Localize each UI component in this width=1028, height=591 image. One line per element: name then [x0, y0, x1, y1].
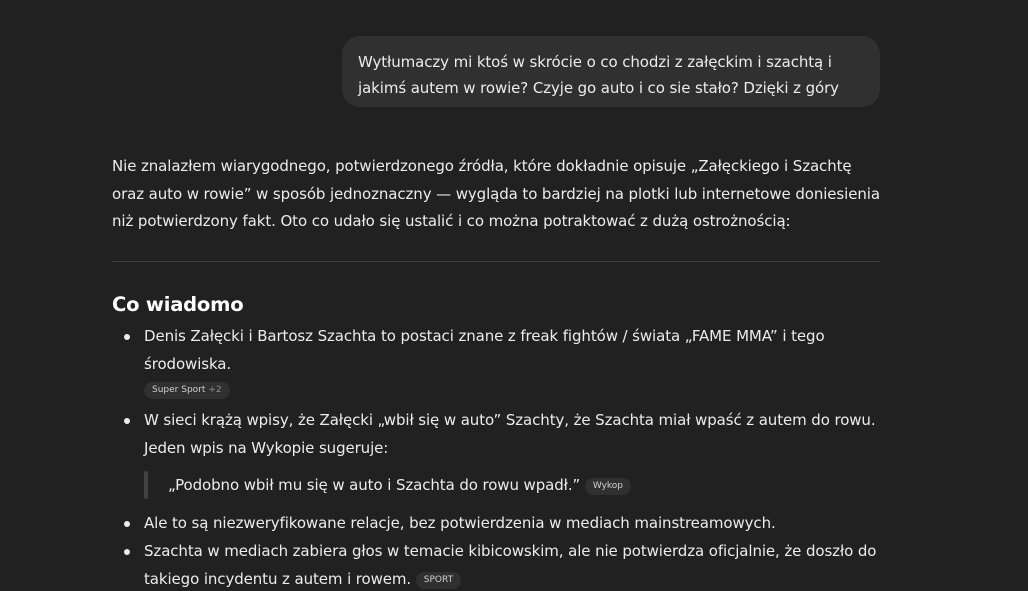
blockquote-text: „Podobno wbił mu się w auto i Szachta do rowu wpadł.”	[168, 475, 581, 494]
source-chip-more-count: +2	[208, 384, 222, 395]
section-divider	[112, 261, 880, 262]
source-citation-chip[interactable]: Wykop	[585, 478, 631, 495]
list-item	[112, 406, 882, 499]
user-message-text: Wytłumaczy mi ktoś w skrócie o co chodzi z załęckim i szachtą i jakimś autem w rowie? Czyje go auto i co sie stało? Dzięki z góry	[358, 53, 839, 97]
source-citation-chip[interactable]	[144, 382, 230, 399]
bullet-dot	[124, 521, 130, 527]
list-item	[112, 509, 882, 537]
blockquote	[144, 471, 882, 499]
bullet-list	[112, 322, 882, 591]
list-item-text: Szachta w mediach zabiera głos w temacie kibicowskim, ale nie potwierdza oficjalnie, że doszło do takiego incydentu z autem i rowem.	[144, 541, 877, 588]
bullet-dot	[124, 334, 130, 340]
source-citation-chip[interactable]: SPORT	[416, 572, 461, 589]
list-item-text: W sieci krążą wpisy, że Załęcki „wbił się w auto” Szachty, że Szachta miał wpaść z autem do rowu. Jeden wpis na Wykopie sugeruje:	[144, 410, 876, 457]
assistant-intro-paragraph: Nie znalazłem wiarygodnego, potwierdzonego źródła, które dokładnie opisuje „Załęckiego i Szachtę oraz auto w rowie” w sposób jednoznaczny — wygląda to bardziej na plotki lub internetowe doniesienia niż potwierdzony fakt. Oto co udało się ustalić i co można potraktować z dużą ostrożnością:	[112, 157, 880, 230]
list-item-text: Ale to są niezweryfikowane relacje, bez potwierdzenia w mediach mainstreamowych.	[144, 513, 776, 532]
section-heading: Co wiadomo	[112, 292, 244, 316]
blockquote-bar	[144, 471, 148, 499]
assistant-message	[112, 153, 882, 591]
bullet-dot	[124, 418, 130, 424]
list-item-text: Denis Załęcki i Bartosz Szachta to postaci znane z freak fightów / świata „FAME MMA” i tego środowiska.	[144, 326, 825, 373]
list-item	[112, 537, 882, 591]
bullet-dot	[124, 549, 130, 555]
source-chip-label: Super Sport	[152, 384, 206, 395]
user-message-bubble	[342, 36, 880, 107]
list-item	[112, 322, 882, 403]
